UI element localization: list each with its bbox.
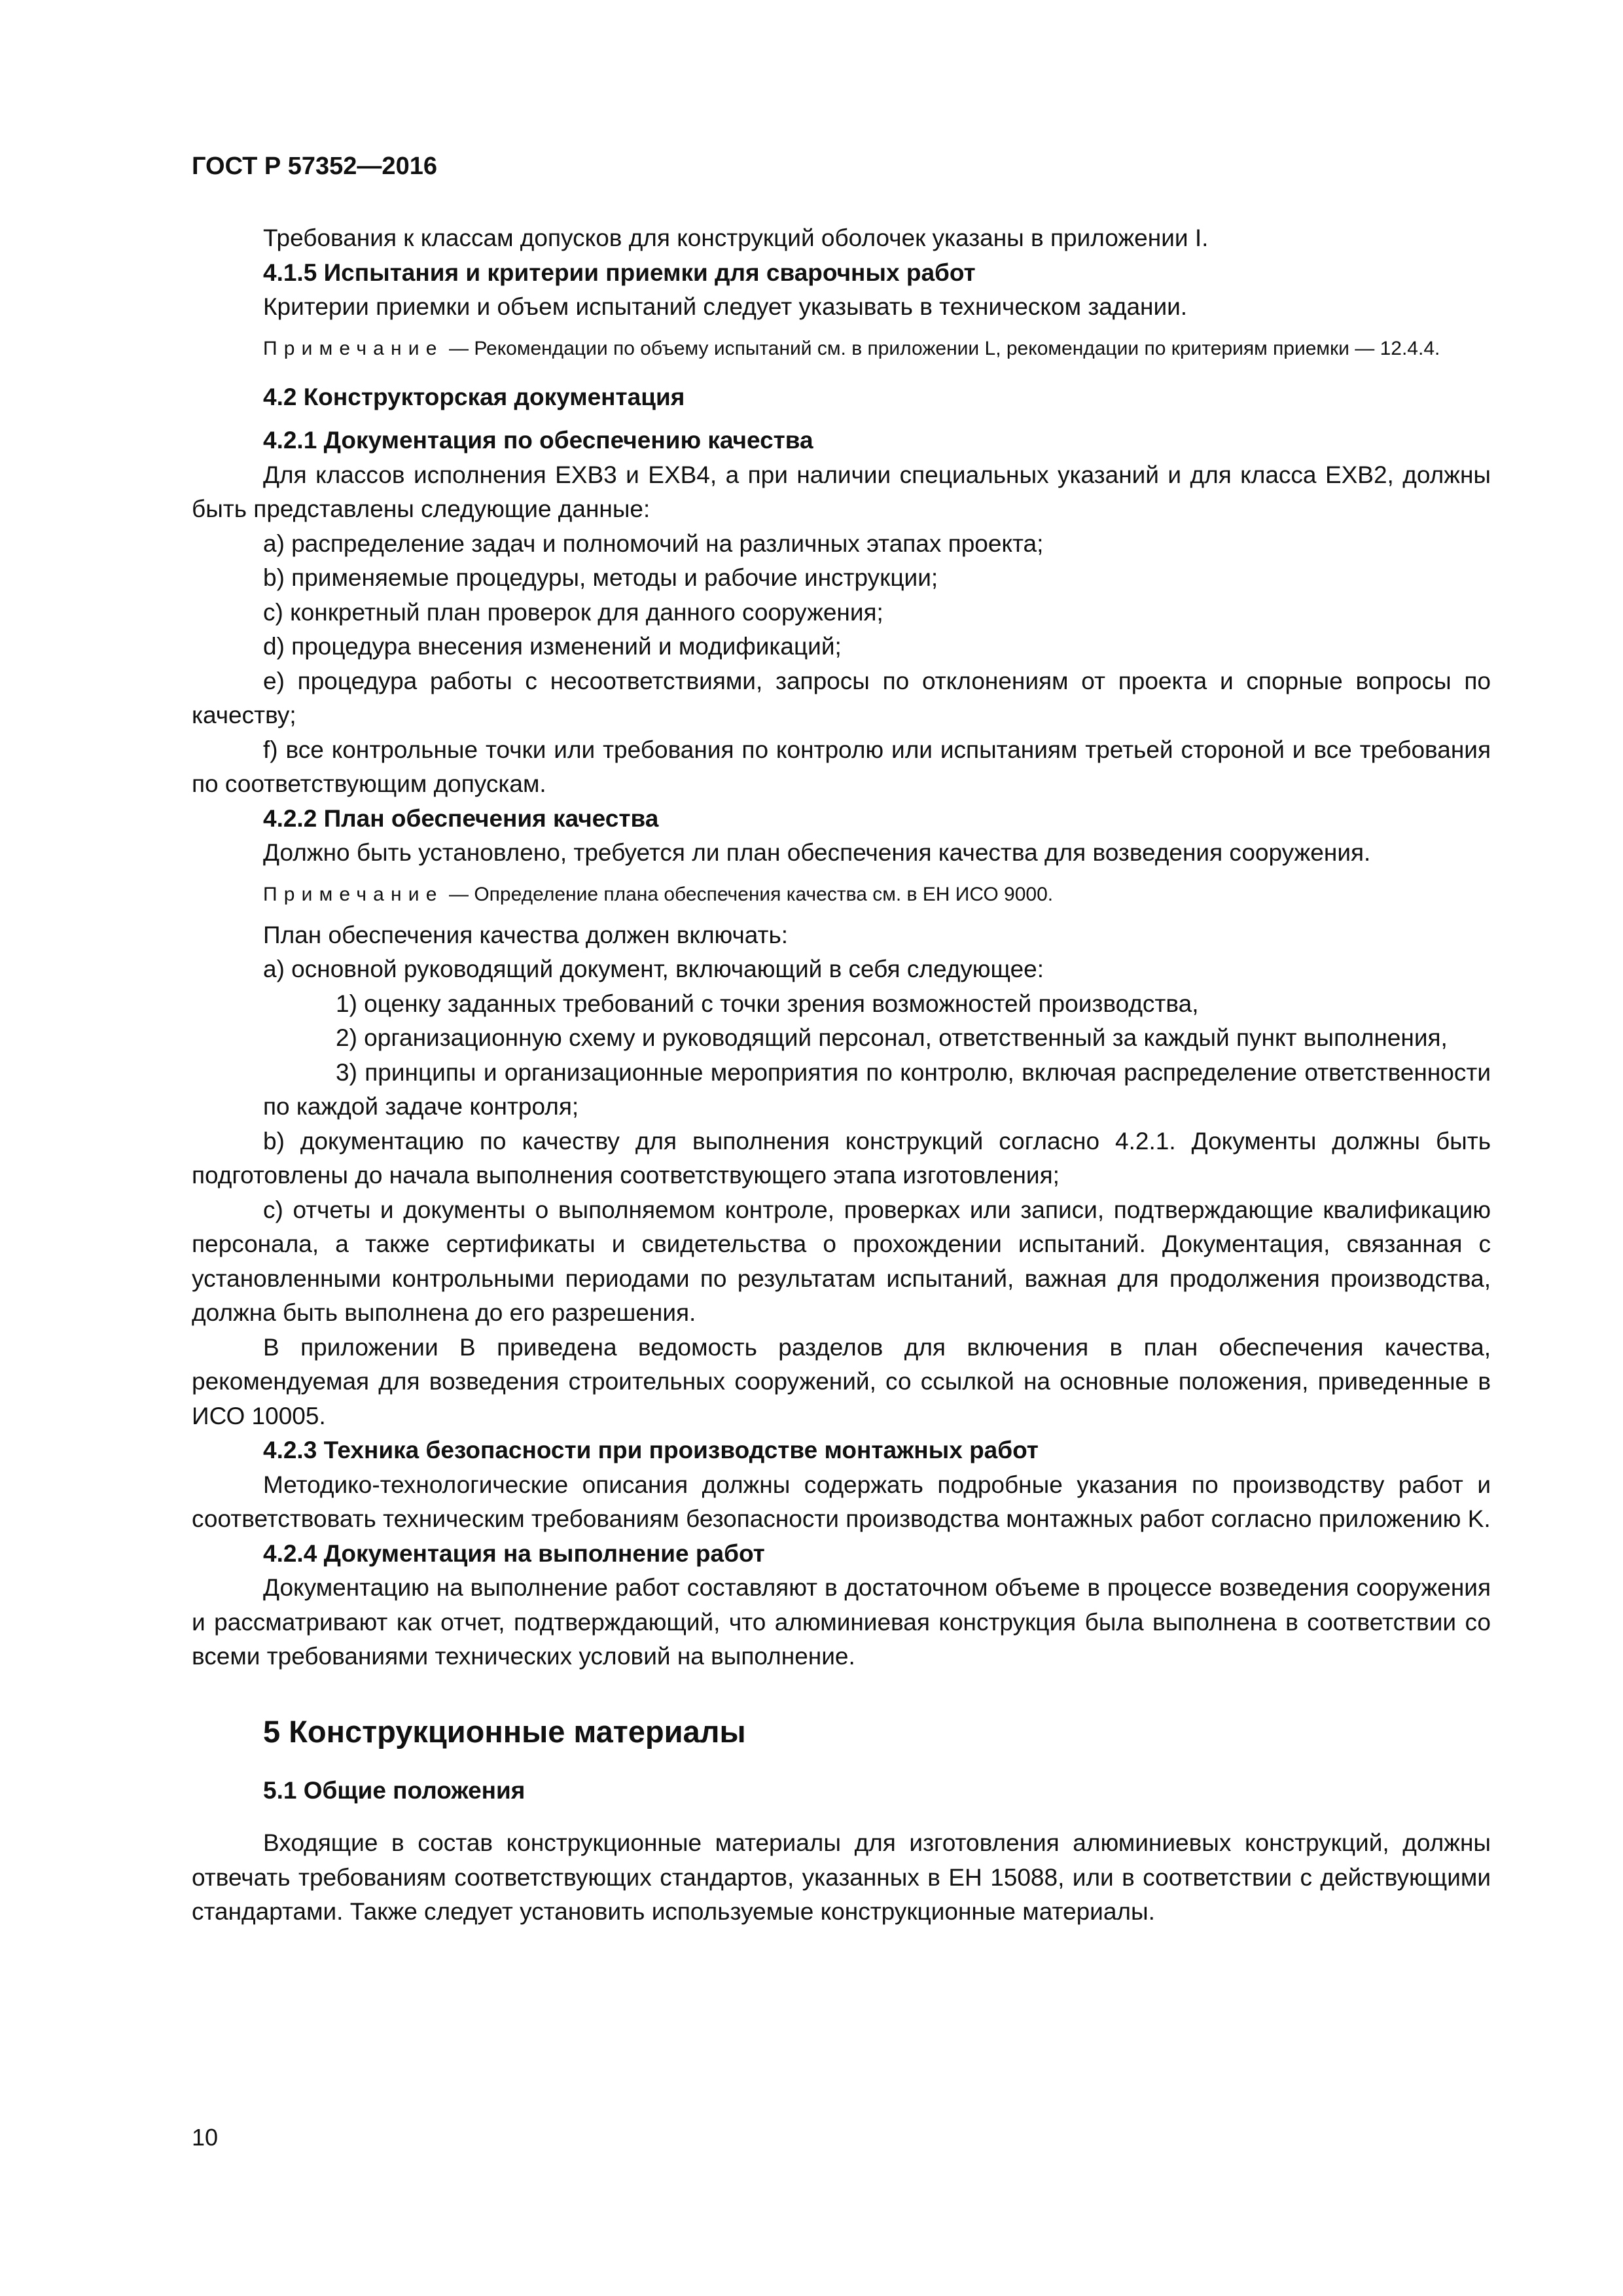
paragraph: Входящие в состав конструкционные материалы для изготовления алюминиевых конструкций, должны отвечать требованиям соответствующих стандартов, указанных в ЕН 15088, или в соответствии с действующими стандартами. Также следует установить используемые конструкционные материалы. xyxy=(192,1829,1491,1925)
note xyxy=(192,880,1491,909)
standard-header: ГОСТ Р 57352—2016 xyxy=(192,152,437,180)
list-item: b) документацию по качеству для выполнения конструкций согласно 4.2.1. Документы должны быть подготовлены до начала выполнения соответствующего этапа изготовления; xyxy=(192,1127,1491,1189)
list-item: e) процедура работы с несоответствиями, запросы по отклонениям от проекта и спорные вопросы по качеству; xyxy=(192,667,1491,728)
clause-heading-4-2-3: 4.2.3 Техника безопасности при производстве монтажных работ xyxy=(263,1437,1039,1463)
sub-list-item: 3) принципы и организационные мероприятия по контролю, включая распределение ответственности по каждой задаче контроля; xyxy=(263,1058,1491,1120)
list-item: f) все контрольные точки или требования по контролю или испытаниям третьей стороной и все требования по соответствующим допускам. xyxy=(192,736,1491,797)
list-item: b) применяемые процедуры, методы и рабочие инструкции; xyxy=(263,564,938,591)
paragraph: План обеспечения качества должен включать: xyxy=(263,921,789,948)
sub-list-item: 1) оценку заданных требований с точки зрения возможностей производства, xyxy=(336,990,1199,1017)
document-body xyxy=(192,221,1491,1929)
paragraph: Для классов исполнения EXB3 и EXB4, а при наличии специальных указаний и для класса EXB2, должны быть представлены следующие данные: xyxy=(192,461,1491,522)
paragraph: Критерии приемки и объем испытаний следует указывать в техническом задании. xyxy=(263,293,1188,320)
clause-heading-4-2-4: 4.2.4 Документация на выполнение работ xyxy=(263,1539,765,1567)
clause-heading-4-2-2: 4.2.2 План обеспечения качества xyxy=(263,804,659,832)
paragraph: Требования к классам допусков для конструкций оболочек указаны в приложении I. xyxy=(263,224,1209,251)
list-item: c) отчеты и документы о выполняемом контроле, проверках или записи, подтверждающие квалификацию персонала, а также сертификаты и свидетельства о прохождении испытаний. Документация, связанная с установленными контрольными периодами по результатам испытаний, важная для продолжения производства, должна быть выполнена до его разрешения. xyxy=(192,1196,1491,1326)
note xyxy=(192,334,1491,363)
paragraph: В приложении B приведена ведомость разделов для включения в план обеспечения качества, рекомендуемая для возведения строительных сооружений, со ссылкой на основные положения, приведенные в ИСО 10005. xyxy=(192,1333,1491,1429)
list-item: c) конкретный план проверок для данного сооружения; xyxy=(263,598,883,626)
paragraph: Документацию на выполнение работ составляют в достаточном объеме в процессе возведения сооружения и рассматривают как отчет, подтверждающий, что алюминиевая конструкция была выполнена в соответствии со всеми требованиями технических условий на выполнение. xyxy=(192,1574,1491,1670)
list-item: a) основной руководящий документ, включающий в себя следующее: xyxy=(263,956,1044,982)
sub-list-item: 2) организационную схему и руководящий персонал, ответственный за каждый пункт выполнения, xyxy=(336,1024,1448,1051)
list-item: a) распределение задач и полномочий на различных этапах проекта; xyxy=(263,529,1044,557)
page-number: 10 xyxy=(192,2124,219,2151)
list-item: d) процедура внесения изменений и модификаций; xyxy=(263,633,842,660)
section-heading-5: 5 Конструкционные материалы xyxy=(263,1713,746,1749)
paragraph: Методико-технологические описания должны содержать подробные указания по производству работ и соответствовать техническим требованиям безопасности производства монтажных работ согласно приложению K. xyxy=(192,1471,1491,1532)
paragraph: Должно быть установлено, требуется ли план обеспечения качества для возведения сооружения. xyxy=(263,839,1371,866)
note-label: Примечание xyxy=(263,883,444,905)
clause-heading-4-2-1: 4.2.1 Документация по обеспечению качества xyxy=(263,427,813,454)
note-text: — Определение плана обеспечения качества см. в ЕН ИСО 9000. xyxy=(449,883,1054,905)
clause-heading-5-1: 5.1 Общие положения xyxy=(263,1776,526,1804)
clause-heading-4-2: 4.2 Конструкторская документация xyxy=(263,383,685,410)
clause-heading-4-1-5: 4.1.5 Испытания и критерии приемки для сварочных работ xyxy=(263,259,976,286)
note-label: Примечание xyxy=(263,337,444,359)
note-text: — Рекомендации по объему испытаний см. в приложении L, рекомендации по критериям приемки — 12.4.4. xyxy=(449,337,1440,359)
